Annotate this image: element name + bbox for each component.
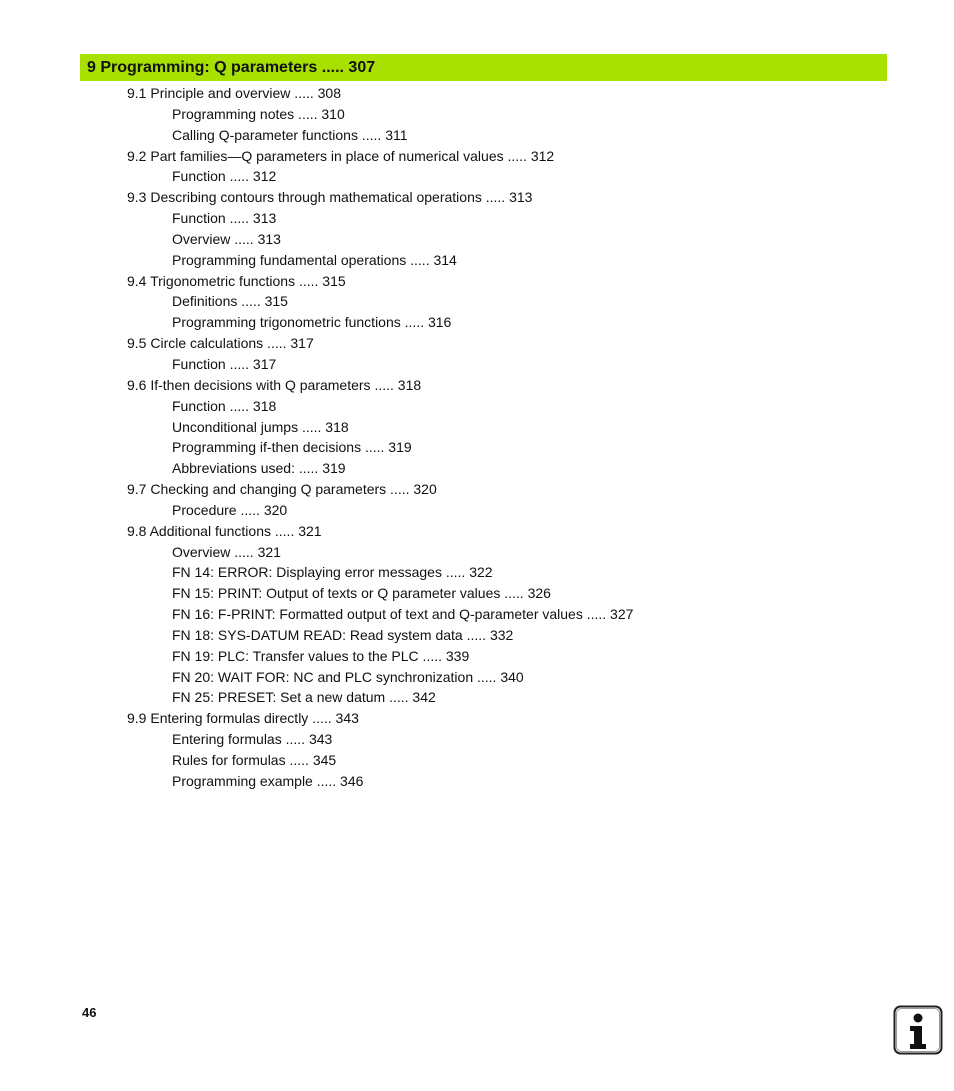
toc-subsection-entry[interactable]: Calling Q-parameter functions ..... 311 — [172, 126, 408, 143]
chapter-heading-bar — [80, 54, 887, 81]
toc-subsection-entry[interactable]: Programming example ..... 346 — [172, 772, 364, 789]
toc-subsection-entry[interactable]: Function ..... 312 — [172, 168, 277, 185]
toc-subsection-entry[interactable]: FN 18: SYS-DATUM READ: Read system data ..... 332 — [172, 626, 514, 643]
toc-subsection-entry[interactable]: Procedure ..... 320 — [172, 501, 288, 518]
table-of-contents — [0, 83, 954, 792]
toc-subsection-entry[interactable]: Entering formulas ..... 343 — [172, 731, 333, 748]
toc-section-entry[interactable]: 9.9 Entering formulas directly ..... 343 — [127, 710, 359, 727]
info-icon — [893, 1005, 943, 1055]
toc-subsection-entry[interactable]: FN 15: PRINT: Output of texts or Q parameter values ..... 326 — [172, 585, 551, 602]
toc-subsection-entry[interactable]: FN 14: ERROR: Displaying error messages ..... 322 — [172, 564, 493, 581]
toc-subsection-entry[interactable]: Rules for formulas ..... 345 — [172, 752, 337, 768]
toc-subsection-entry[interactable]: Function ..... 318 — [172, 397, 277, 414]
toc-section-entry[interactable]: 9.3 Describing contours through mathematical operations ..... 313 — [127, 189, 533, 206]
toc-section-entry[interactable]: 9.7 Checking and changing Q parameters ..... 320 — [127, 481, 437, 498]
toc-subsection-entry[interactable]: Abbreviations used: ..... 319 — [172, 460, 346, 477]
toc-section-entry[interactable]: 9.8 Additional functions ..... 321 — [127, 522, 322, 539]
toc-section-entry[interactable]: 9.1 Principle and overview ..... 308 — [127, 85, 342, 101]
toc-subsection-entry[interactable]: Unconditional jumps ..... 318 — [172, 418, 349, 435]
toc-section-entry[interactable]: 9.6 If-then decisions with Q parameters ..... 318 — [127, 376, 422, 393]
chapter-title[interactable]: 9 Programming: Q parameters ..... 307 — [87, 58, 376, 76]
page-number: 46 — [82, 1005, 97, 1020]
toc-subsection-entry[interactable]: Overview ..... 313 — [172, 230, 281, 247]
toc-subsection-entry[interactable]: FN 20: WAIT FOR: NC and PLC synchronization ..... 340 — [172, 668, 524, 685]
toc-subsection-entry[interactable]: Programming trigonometric functions ..... 316 — [172, 314, 452, 331]
toc-subsection-entry[interactable]: Definitions ..... 315 — [172, 293, 288, 310]
toc-subsection-entry[interactable]: FN 19: PLC: Transfer values to the PLC ..... 339 — [172, 647, 470, 664]
toc-subsection-entry[interactable]: Programming fundamental operations ..... 314 — [172, 251, 457, 268]
toc-subsection-entry[interactable]: FN 16: F-PRINT: Formatted output of text and Q-parameter values ..... 327 — [172, 606, 634, 623]
toc-subsection-entry[interactable]: Overview ..... 321 — [172, 543, 281, 560]
toc-section-entry[interactable]: 9.2 Part families—Q parameters in place of numerical values ..... 312 — [127, 147, 555, 164]
toc-section-entry[interactable]: 9.5 Circle calculations ..... 317 — [127, 335, 314, 352]
toc-subsection-entry[interactable]: Programming if-then decisions ..... 319 — [172, 439, 412, 456]
toc-subsection-entry[interactable]: FN 25: PRESET: Set a new datum ..... 342 — [172, 689, 436, 706]
toc-subsection-entry[interactable]: Programming notes ..... 310 — [172, 105, 345, 122]
toc-subsection-entry[interactable]: Function ..... 313 — [172, 210, 277, 227]
toc-subsection-entry[interactable]: Function ..... 317 — [172, 355, 277, 372]
toc-section-entry[interactable]: 9.4 Trigonometric functions ..... 315 — [127, 272, 346, 289]
